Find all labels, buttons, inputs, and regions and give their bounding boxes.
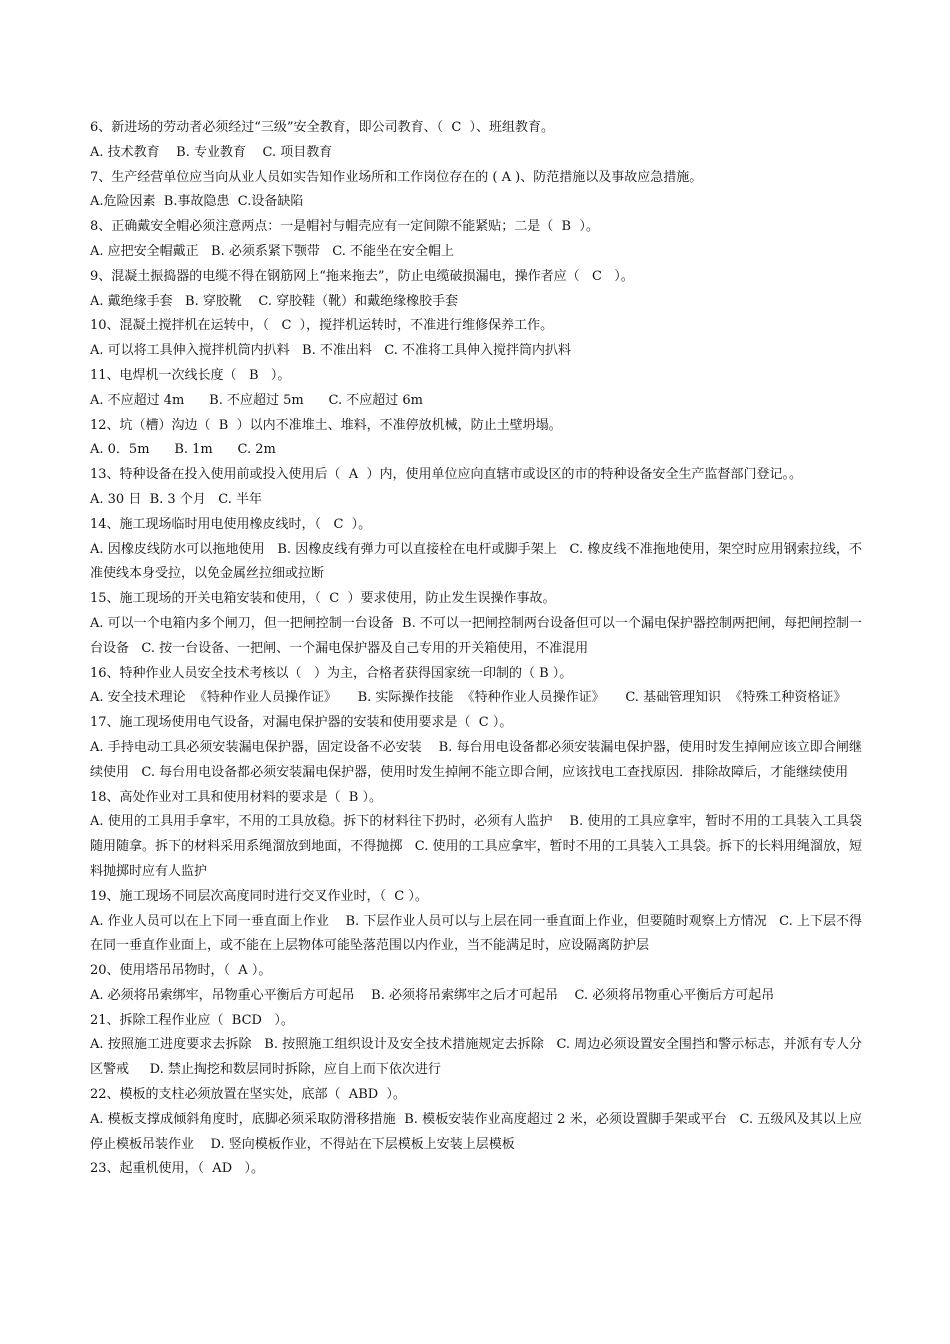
question-10: 10、混凝土搅拌机在运转中，（ C ），搅拌机运转时，不准进行维修保养工作。 bbox=[90, 318, 554, 334]
question-19: 19、施工现场不同层次高度同时进行交叉作业时，（ C ）。 bbox=[90, 888, 428, 904]
question-22: 22、模板的支柱必须放置在坚实处，底部（ ABD ）。 bbox=[90, 1087, 406, 1103]
options-7: A.危险因素 B.事故隐患 C.设备缺陷 bbox=[90, 194, 304, 210]
options-17: A. 手持电动工具必须安装漏电保护器，固定设备不必安装 B. 每台用电设备都必须安装漏电保护器，使用时发生掉闸应该立即合闸继续使用 C. 每台用电设备都必须安装漏电保护器，使用时发生掉闸不能立即合闸，应该找电工查找原因．排除故障后，才能继续使用 bbox=[90, 739, 862, 780]
document-page bbox=[90, 116, 862, 1182]
options-22: A. 模板支撑成倾斜角度时，底脚必须采取防滑移措施 B. 模板安装作业高度超过 2 米，必须设置脚手架或平台 C. 五级风及其以上应停止模板吊装作业 D. 竖向模板作业，不得站在下层模板上安装上层模板 bbox=[90, 1111, 862, 1152]
question-16: 16、特种作业人员安全技术考核以（ ）为主，合格者获得国家统一印制的（ B ）。 bbox=[90, 665, 573, 681]
question-11: 11、电焊机一次线长度（ B ）。 bbox=[90, 367, 291, 383]
question-13: 13、特种设备在投入使用前或投入使用后（ A ）内，使用单位应向直辖市或设区的市的特种设备安全生产监督部门登记。。 bbox=[90, 467, 802, 483]
options-21: A. 按照施工进度要求去拆除 B. 按照施工组织设计及安全技术措施规定去拆除 C. 周边必须设置安全围挡和警示标志，并派有专人分区警戒 D. 禁止掏挖和数层同时拆除，应自上而下依次进行 bbox=[90, 1037, 862, 1078]
options-18: A. 使用的工具用手拿牢，不用的工具放稳。拆下的材料往下扔时，必须有人监护 B. 使用的工具应拿牢，暂时不用的工具装入工具袋随用随拿。拆下的材料采用系绳溜放到地面，不得抛掷 C. 使用的工具应拿牢，暂时不用的工具装入工具袋。拆下的长料用绳溜放，短料抛掷时应有人监护 bbox=[90, 814, 862, 879]
options-12: A. 0．5m B. 1m C. 2m bbox=[90, 442, 276, 458]
question-23: 23、起重机使用，（ AD ）。 bbox=[90, 1161, 265, 1177]
question-21: 21、拆除工程作业应（ BCD ）。 bbox=[90, 1012, 294, 1028]
question-12: 12、坑（槽）沟边（ B ）以内不准堆土、堆料，不准停放机械，防止土壁坍塌。 bbox=[90, 417, 562, 433]
options-8: A. 应把安全帽戴正 B. 必须系紧下颚带 C. 不能坐在安全帽上 bbox=[90, 243, 455, 259]
question-7: 7、生产经营单位应当向从业人员如实告知作业场所和工作岗位存在的 ( A )、防范措施以及事故应急措施。 bbox=[90, 169, 703, 185]
options-20: A. 必须将吊索绑牢，吊物重心平衡后方可起吊 B. 必须将吊索绑牢之后才可起吊 C. 必须将吊物重心平衡后方可起吊 bbox=[90, 987, 775, 1003]
options-11: A. 不应超过 4m B. 不应超过 5m C. 不应超过 6m bbox=[90, 392, 423, 408]
question-6: 6、新进场的劳动者必须经过“三级”安全教育，即公司教育、（ C ）、班组教育。 bbox=[90, 120, 555, 135]
options-19: A. 作业人员可以在上下同一垂直面上作业 B. 下层作业人员可以与上层在同一垂直面上作业，但要随时观察上方情况 C. 上下层不得在同一垂直作业面上，或不能在上层物体可能坠落范围以内作业，当不能满足时，应设隔离防护层 bbox=[90, 913, 862, 954]
options-6: A. 技术教育 B. 专业教育 C. 项目教育 bbox=[90, 144, 333, 160]
question-20: 20、使用塔吊吊物时，（ A ）。 bbox=[90, 963, 272, 979]
options-14: A. 因橡皮线防水可以拖地使用 B. 因橡皮线有弹力可以直接栓在电杆或脚手架上 C. 橡皮线不准拖地使用，架空时应用钢索拉线，不准使线本身受拉，以免金属丝拉细或拉断 bbox=[90, 541, 862, 582]
question-14: 14、施工现场临时用电使用橡皮线时，（ C ）。 bbox=[90, 516, 372, 532]
options-10: A. 可以将工具伸入搅拌机筒内扒料 B. 不准出料 C. 不准将工具伸入搅拌筒内扒料 bbox=[90, 343, 572, 359]
question-9: 9、混凝土振捣器的电缆不得在钢筋网上“拖来拖去”，防止电缆破损漏电，操作者应（ C ）。 bbox=[90, 268, 634, 284]
options-15: A. 可以一个电箱内多个闸刀，但一把闸控制一台设备 B. 不可以一把闸控制两台设备但可以一个漏电保护器控制两把闸，每把闸控制一台设备 C. 按一台设备、一把闸、一个漏电保护器及自己专用的开关箱使用，不准混用 bbox=[90, 615, 862, 656]
question-18: 18、高处作业对工具和使用材料的要求是（ B ）。 bbox=[90, 789, 382, 805]
question-17: 17、施工现场使用电气设备，对漏电保护器的安装和使用要求是（ C ）。 bbox=[90, 715, 513, 731]
options-16: A. 安全技术理论 《特种作业人员操作证》 B. 实际操作技能 《特种作业人员操作证》 C. 基础管理知识 《特殊工种资格证》 bbox=[90, 690, 847, 706]
options-13: A. 30 日 B. 3 个月 C. 半年 bbox=[90, 491, 262, 507]
question-15: 15、施工现场的开关电箱安装和使用，（ C ）要求使用，防止发生误操作事故。 bbox=[90, 591, 556, 607]
question-8: 8、正确戴安全帽必须注意两点：一是帽衬与帽壳应有一定间隙不能紧贴；二是（ B ）。 bbox=[90, 219, 599, 235]
options-9: A. 戴绝缘手套 B. 穿胶靴 C. 穿胶鞋（靴）和戴绝缘橡胶手套 bbox=[90, 293, 459, 309]
